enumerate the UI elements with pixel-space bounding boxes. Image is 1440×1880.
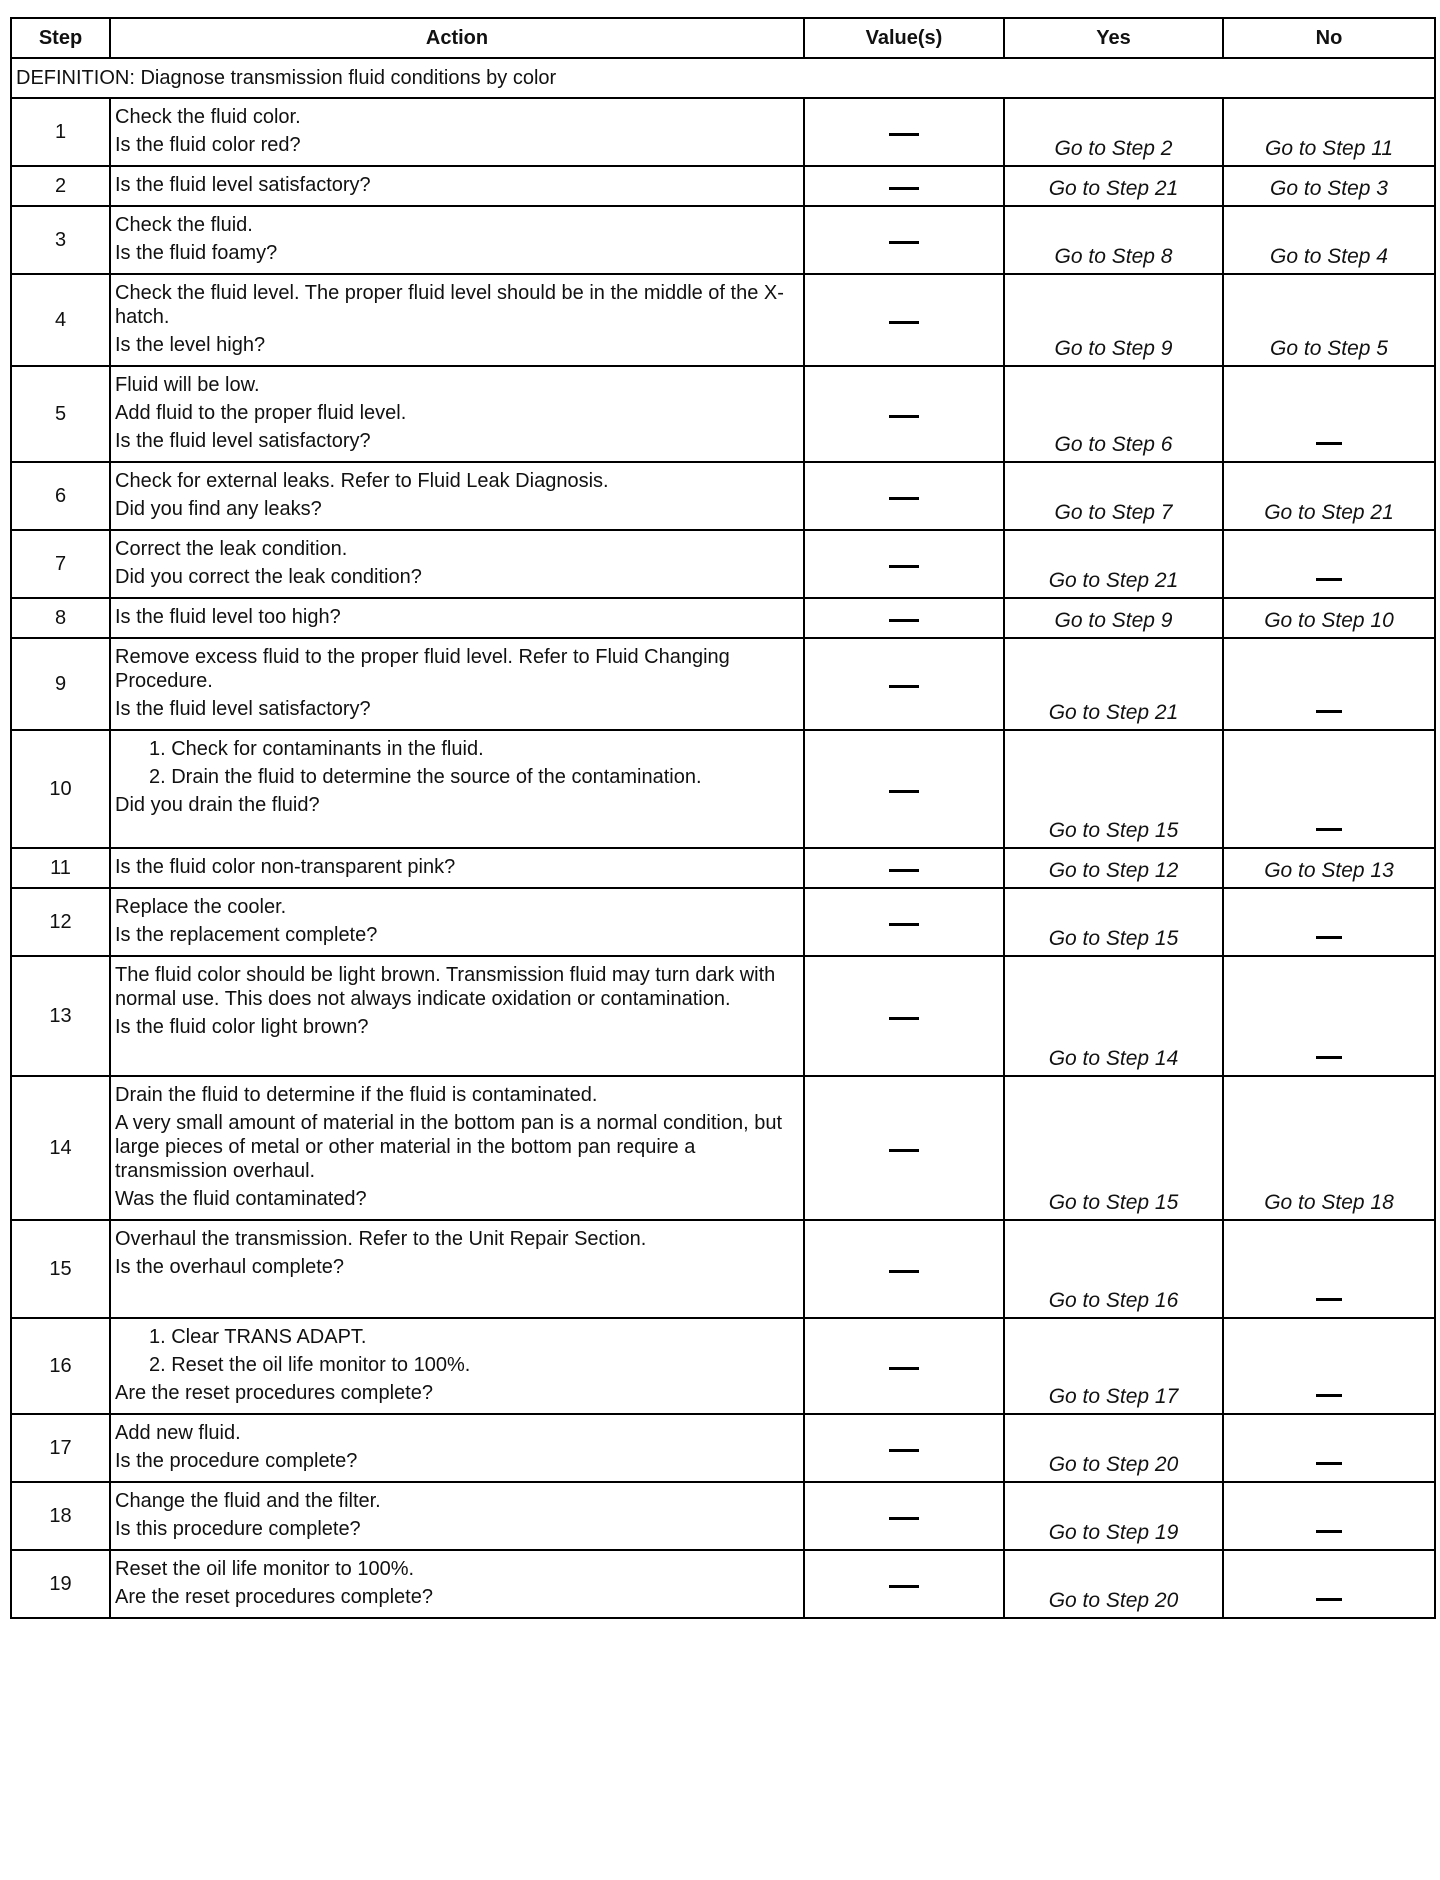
value-cell <box>804 462 1004 530</box>
value-cell <box>804 848 1004 888</box>
action-line: Is the fluid level too high? <box>115 606 341 628</box>
no-cell <box>1223 1482 1435 1550</box>
action-line: A very small amount of material in the bottom pan is a normal condition, but large pieces of metal or other material in the bottom pan require a transmission overhaul. <box>115 1112 783 1182</box>
no-cell <box>1223 1550 1435 1618</box>
step-number: 10 <box>11 730 110 848</box>
yes-cell: Go to Step 20 <box>1004 1550 1223 1618</box>
value-cell <box>804 530 1004 598</box>
table-row <box>11 166 1435 206</box>
dash-mark <box>1316 1394 1342 1397</box>
action-line: Is the overhaul complete? <box>115 1256 345 1278</box>
step-number: 11 <box>11 848 110 888</box>
yes-cell: Go to Step 21 <box>1004 166 1223 206</box>
no-cell: Go to Step 21 <box>1223 462 1435 530</box>
action-line: Is the replacement complete? <box>115 924 378 946</box>
action-line: Replace the cooler. <box>115 896 287 918</box>
action-cell <box>110 98 804 166</box>
table-row <box>11 598 1435 638</box>
action-list-item: 1. Clear TRANS ADAPT. <box>149 1326 367 1348</box>
dash-mark <box>889 1149 919 1152</box>
action-line: Is the fluid level satisfactory? <box>115 430 371 452</box>
dash-mark <box>889 241 919 244</box>
no-cell <box>1223 1220 1435 1318</box>
header-action: Action <box>110 18 804 58</box>
table-row <box>11 1482 1435 1550</box>
table-row <box>11 530 1435 598</box>
dash-mark <box>1316 1462 1342 1465</box>
yes-cell: Go to Step 21 <box>1004 638 1223 730</box>
action-cell <box>110 848 804 888</box>
action-line: Check the fluid level. The proper fluid level should be in the middle of the X-hatch. <box>115 282 784 328</box>
yes-cell: Go to Step 7 <box>1004 462 1223 530</box>
action-line: Add fluid to the proper fluid level. <box>115 402 407 424</box>
value-cell <box>804 1220 1004 1318</box>
action-line: Was the fluid contaminated? <box>115 1188 367 1210</box>
yes-cell: Go to Step 9 <box>1004 598 1223 638</box>
table-row <box>11 1318 1435 1414</box>
action-cell <box>110 462 804 530</box>
dash-mark <box>889 187 919 190</box>
step-number: 19 <box>11 1550 110 1618</box>
dash-mark <box>1316 1056 1342 1059</box>
action-cell <box>110 638 804 730</box>
yes-cell: Go to Step 14 <box>1004 956 1223 1076</box>
value-cell <box>804 166 1004 206</box>
step-number: 13 <box>11 956 110 1076</box>
dash-mark <box>889 321 919 324</box>
yes-cell: Go to Step 6 <box>1004 366 1223 462</box>
action-line: Is the fluid color non-transparent pink? <box>115 856 456 878</box>
table-row <box>11 888 1435 956</box>
value-cell <box>804 206 1004 274</box>
action-cell <box>110 1414 804 1482</box>
action-line: Overhaul the transmission. Refer to the Unit Repair Section. <box>115 1228 647 1250</box>
yes-cell: Go to Step 2 <box>1004 98 1223 166</box>
definition-row <box>11 58 1435 98</box>
dash-mark <box>889 497 919 500</box>
table-body <box>11 58 1435 1618</box>
action-cell <box>110 1220 804 1318</box>
action-line: Change the fluid and the filter. <box>115 1490 381 1512</box>
action-line: Is the procedure complete? <box>115 1450 358 1472</box>
action-line: Is the fluid color red? <box>115 134 301 156</box>
no-cell: Go to Step 4 <box>1223 206 1435 274</box>
action-line: Check for external leaks. Refer to Fluid Leak Diagnosis. <box>115 470 609 492</box>
value-cell <box>804 1482 1004 1550</box>
value-cell <box>804 730 1004 848</box>
action-list-item: 1. Check for contaminants in the fluid. <box>149 738 484 760</box>
action-cell <box>110 1318 804 1414</box>
step-number: 14 <box>11 1076 110 1220</box>
action-cell <box>110 166 804 206</box>
table-row <box>11 206 1435 274</box>
dash-mark <box>889 133 919 136</box>
action-line: Is the fluid foamy? <box>115 242 278 264</box>
step-number: 3 <box>11 206 110 274</box>
yes-cell: Go to Step 21 <box>1004 530 1223 598</box>
yes-cell: Go to Step 9 <box>1004 274 1223 366</box>
step-number: 5 <box>11 366 110 462</box>
step-number: 16 <box>11 1318 110 1414</box>
table-row <box>11 1414 1435 1482</box>
yes-cell: Go to Step 15 <box>1004 730 1223 848</box>
dash-mark <box>889 1449 919 1452</box>
yes-cell: Go to Step 17 <box>1004 1318 1223 1414</box>
dash-mark <box>1316 828 1342 831</box>
action-line: Did you find any leaks? <box>115 498 322 520</box>
step-number: 4 <box>11 274 110 366</box>
action-line: Fluid will be low. <box>115 374 260 396</box>
step-number: 12 <box>11 888 110 956</box>
dash-mark <box>889 1017 919 1020</box>
action-line: Is this procedure complete? <box>115 1518 361 1540</box>
action-line: Are the reset procedures complete? <box>115 1382 433 1404</box>
yes-cell: Go to Step 12 <box>1004 848 1223 888</box>
table-row <box>11 98 1435 166</box>
diagnostic-document <box>10 17 1434 1619</box>
action-cell <box>110 598 804 638</box>
no-cell: Go to Step 18 <box>1223 1076 1435 1220</box>
value-cell <box>804 98 1004 166</box>
no-cell: Go to Step 13 <box>1223 848 1435 888</box>
table-row <box>11 638 1435 730</box>
action-cell <box>110 530 804 598</box>
no-cell <box>1223 1414 1435 1482</box>
step-number: 2 <box>11 166 110 206</box>
step-number: 6 <box>11 462 110 530</box>
header-no: No <box>1223 18 1435 58</box>
dash-mark <box>1316 1598 1342 1601</box>
dash-mark <box>1316 710 1342 713</box>
value-cell <box>804 1414 1004 1482</box>
action-line: Add new fluid. <box>115 1422 241 1444</box>
no-cell <box>1223 730 1435 848</box>
action-cell <box>110 274 804 366</box>
table-header-row <box>11 18 1435 58</box>
yes-cell: Go to Step 8 <box>1004 206 1223 274</box>
table-row <box>11 1550 1435 1618</box>
action-line: Are the reset procedures complete? <box>115 1586 433 1608</box>
dash-mark <box>1316 578 1342 581</box>
action-line: Check the fluid. <box>115 214 253 236</box>
table-row <box>11 274 1435 366</box>
no-cell <box>1223 530 1435 598</box>
yes-cell: Go to Step 15 <box>1004 888 1223 956</box>
action-line: Check the fluid color. <box>115 106 301 128</box>
table-row <box>11 848 1435 888</box>
no-cell: Go to Step 5 <box>1223 274 1435 366</box>
dash-mark <box>889 869 919 872</box>
no-cell <box>1223 1318 1435 1414</box>
table-row <box>11 1076 1435 1220</box>
dash-mark <box>889 1270 919 1273</box>
action-line: Is the fluid level satisfactory? <box>115 698 371 720</box>
action-cell <box>110 730 804 848</box>
header-values: Value(s) <box>804 18 1004 58</box>
action-cell <box>110 206 804 274</box>
dash-mark <box>1316 1530 1342 1533</box>
action-cell <box>110 1076 804 1220</box>
table-row <box>11 366 1435 462</box>
yes-cell: Go to Step 19 <box>1004 1482 1223 1550</box>
step-number: 8 <box>11 598 110 638</box>
table-row <box>11 1220 1435 1318</box>
header-yes: Yes <box>1004 18 1223 58</box>
dash-mark <box>889 1517 919 1520</box>
table-row <box>11 956 1435 1076</box>
dash-mark <box>1316 1298 1342 1301</box>
dash-mark <box>889 415 919 418</box>
action-list-item: 2. Reset the oil life monitor to 100%. <box>149 1354 471 1376</box>
value-cell <box>804 598 1004 638</box>
value-cell <box>804 1076 1004 1220</box>
action-cell <box>110 956 804 1076</box>
no-cell: Go to Step 11 <box>1223 98 1435 166</box>
value-cell <box>804 274 1004 366</box>
action-cell <box>110 1550 804 1618</box>
step-number: 15 <box>11 1220 110 1318</box>
step-number: 17 <box>11 1414 110 1482</box>
yes-cell: Go to Step 15 <box>1004 1076 1223 1220</box>
dash-mark <box>1316 936 1342 939</box>
dash-mark <box>889 1367 919 1370</box>
value-cell <box>804 956 1004 1076</box>
yes-cell: Go to Step 16 <box>1004 1220 1223 1318</box>
action-line: Remove excess fluid to the proper fluid level. Refer to Fluid Changing Procedure. <box>115 646 730 692</box>
no-cell <box>1223 638 1435 730</box>
action-cell <box>110 888 804 956</box>
action-cell <box>110 1482 804 1550</box>
step-number: 7 <box>11 530 110 598</box>
no-cell: Go to Step 3 <box>1223 166 1435 206</box>
header-step: Step <box>11 18 110 58</box>
step-number: 9 <box>11 638 110 730</box>
dash-mark <box>1316 442 1342 445</box>
yes-cell: Go to Step 20 <box>1004 1414 1223 1482</box>
dash-mark <box>889 790 919 793</box>
action-line: Did you drain the fluid? <box>115 794 320 816</box>
no-cell <box>1223 956 1435 1076</box>
dash-mark <box>889 923 919 926</box>
table-row <box>11 462 1435 530</box>
value-cell <box>804 366 1004 462</box>
value-cell <box>804 888 1004 956</box>
definition-text: DEFINITION: Diagnose transmission fluid conditions by color <box>11 58 1435 98</box>
action-line: Reset the oil life monitor to 100%. <box>115 1558 415 1580</box>
diagnostic-table <box>10 17 1436 1619</box>
value-cell <box>804 1318 1004 1414</box>
action-line: The fluid color should be light brown. Transmission fluid may turn dark with normal use. This does not always indicate oxidation or contamination. <box>115 964 776 1010</box>
action-line: Is the fluid level satisfactory? <box>115 174 371 196</box>
action-line: Is the level high? <box>115 334 266 356</box>
action-line: Is the fluid color light brown? <box>115 1016 369 1038</box>
action-line: Did you correct the leak condition? <box>115 566 422 588</box>
dash-mark <box>889 565 919 568</box>
table-row <box>11 730 1435 848</box>
dash-mark <box>889 1585 919 1588</box>
action-list-item: 2. Drain the fluid to determine the source of the contamination. <box>149 766 702 788</box>
step-number: 1 <box>11 98 110 166</box>
no-cell <box>1223 366 1435 462</box>
no-cell <box>1223 888 1435 956</box>
action-cell <box>110 366 804 462</box>
value-cell <box>804 1550 1004 1618</box>
action-line: Drain the fluid to determine if the fluid is contaminated. <box>115 1084 598 1106</box>
no-cell: Go to Step 10 <box>1223 598 1435 638</box>
dash-mark <box>889 619 919 622</box>
dash-mark <box>889 685 919 688</box>
step-number: 18 <box>11 1482 110 1550</box>
value-cell <box>804 638 1004 730</box>
action-line: Correct the leak condition. <box>115 538 348 560</box>
